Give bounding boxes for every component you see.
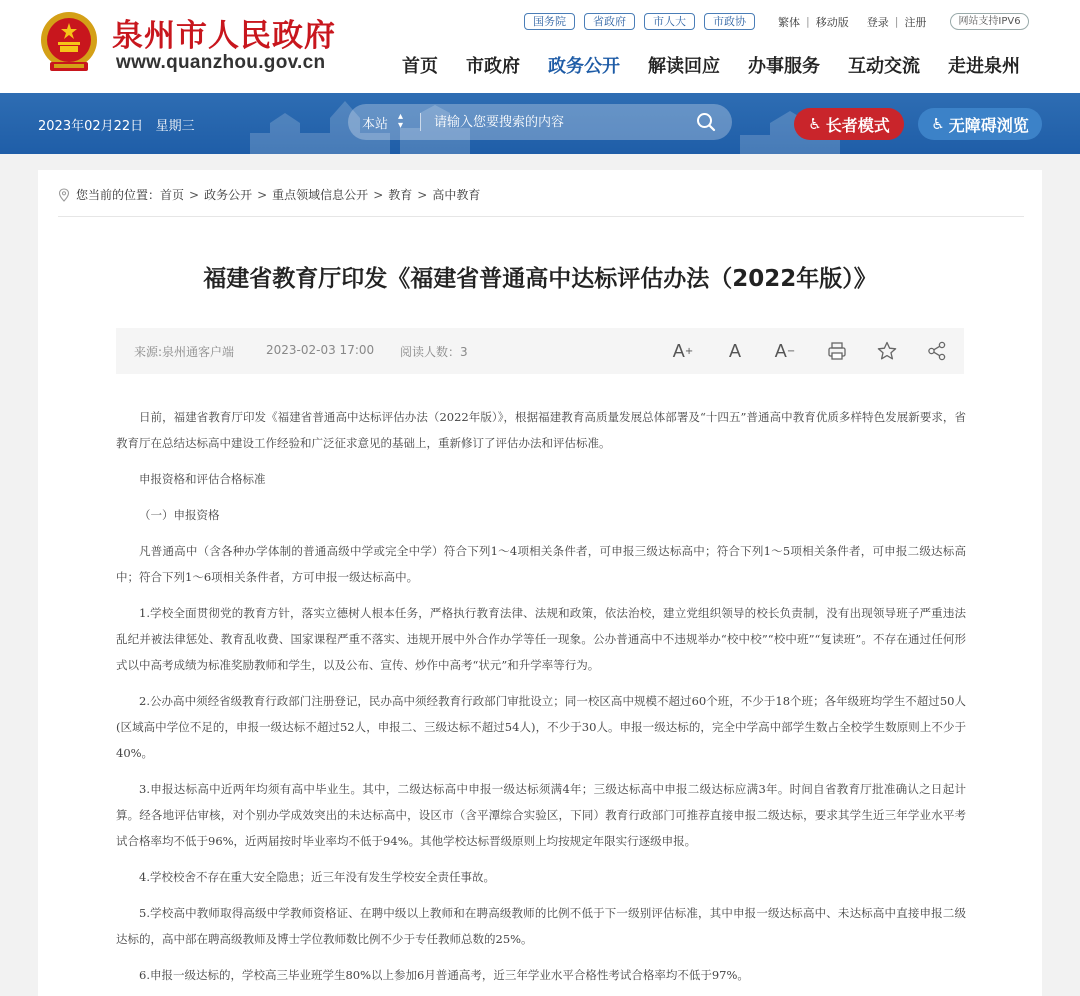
- top-link-peoples-congress[interactable]: 市人大: [644, 13, 695, 30]
- site-domain: www.quanzhou.gov.cn: [116, 52, 326, 73]
- breadcrumb-government-affairs[interactable]: 政务公开: [204, 188, 253, 202]
- font-decrease-icon: A: [774, 340, 787, 361]
- font-reset-icon: A: [728, 340, 741, 361]
- elder-mode-label: 长者模式: [825, 115, 890, 135]
- article-paragraph: 4.学校校舍不存在重大安全隐患；近三年没有发生学校安全责任事故。: [139, 870, 495, 884]
- traditional-chinese-link[interactable]: 繁体: [778, 15, 800, 29]
- top-link-provincial-gov[interactable]: 省政府: [584, 13, 635, 30]
- article-card: [38, 170, 1042, 996]
- location-pin-icon: [58, 188, 70, 202]
- breadcrumb-separator: >: [189, 187, 200, 202]
- wheelchair-icon: ♿: [931, 115, 945, 133]
- article-meta-bar: [116, 328, 964, 374]
- elder-person-icon: ♿: [808, 115, 822, 133]
- nav-interpretation[interactable]: 解读回应: [648, 56, 720, 77]
- divider: [58, 216, 1024, 217]
- ipv6-badge: 网站支持IPV6: [950, 13, 1028, 30]
- breadcrumb-high-school[interactable]: 高中教育: [432, 188, 481, 202]
- nav-services[interactable]: 办事服务: [748, 56, 820, 77]
- font-reset-button[interactable]: [724, 340, 746, 362]
- nav-about-quanzhou[interactable]: 走进泉州: [948, 56, 1020, 77]
- article-paragraph: 5.学校高中教师取得高级中学教师资格证、在聘中级以上教师和在聘高级教师的比例不低于下一级别评估标准，其中申报一级达标高中、未达标高中直接申报二级达标的，高中部在聘高级教师及博士学位教师数比例不少于专任教师总数的25%。: [116, 906, 966, 946]
- site-title[interactable]: 泉州市人民政府: [112, 18, 336, 54]
- search-scope-select[interactable]: 本站: [362, 117, 389, 132]
- article-read-count: 阅读人数：3: [400, 345, 468, 359]
- font-increase-icon: A: [672, 340, 685, 361]
- updown-caret-icon[interactable]: ▴ ▾: [398, 111, 404, 131]
- national-emblem-icon[interactable]: [38, 10, 100, 74]
- search-box: [348, 104, 732, 140]
- top-link-state-council[interactable]: 国务院: [524, 13, 575, 30]
- search-band: [0, 93, 1080, 154]
- breadcrumb-separator: >: [373, 187, 384, 202]
- article-title: 福建省教育厅印发《福建省普通高中达标评估办法（2022年版）》: [203, 266, 877, 292]
- article-paragraph: 3.申报达标高中近两年均须有高中毕业生。其中，二级达标高中申报一级达标须满4年；三级达标高中申报二级达标应满3年。时间自省教育厅批准确认之日起计算。经各地评估审核，对个别办学成效突出的未达标高中，设区市（含平潭综合实验区，下同）教育行政部门可推荐直接申报二级达标，要求其学生近三年学业水平考试合格率均不低于96%，近两届按时毕业率均不低于94%。其他学校达标晋级原则上均按规定年限实行逐级申报。: [116, 782, 966, 848]
- article-body: [116, 404, 966, 996]
- article-paragraph: 凡普通高中（含各种办学体制的普通高级中学或完全中学）符合下列1～4项相关条件者，可申报三级达标高中；符合下列1～5项相关条件者，可申报二级达标高中；符合下列1～6项相关条件者，方可申报一级达标高中。: [116, 544, 966, 584]
- divider: [420, 113, 421, 131]
- article-paragraph: 日前，福建省教育厅印发《福建省普通高中达标评估办法（2022年版）》，根据福建教育高质量发展总体部署及“十四五”普通高中教育优质多样特色发展新要求，省教育厅在总结达标高中建设工作经验和广泛征求意见的基础上，重新修订了评估办法和评估标准。: [116, 410, 966, 450]
- separator: |: [894, 15, 899, 28]
- article-paragraph: 6.申报一级达标的，学校高三毕业班学生80%以上参加6月普通高考，近三年学业水平合格性考试合格率均不低于97%。: [139, 968, 749, 982]
- article-paragraph: 2.公办高中须经省级教育行政部门注册登记，民办高中须经教育行政部门审批设立；同一校区高中规模不超过60个班，不少于18个班；各年级班均学生不超过50人(区域高中学位不足的，申报一级达标不超过52人，申报二、三级达标不超过54人)，不少于30人。申报一级达标的，完全中学高中部学生数占全校学生数原则上不少于40%。: [116, 694, 966, 760]
- top-links: [524, 12, 1029, 31]
- elder-mode-button[interactable]: [794, 108, 904, 140]
- search-icon[interactable]: [696, 112, 716, 132]
- register-link[interactable]: 注册: [904, 15, 927, 29]
- login-link[interactable]: 登录: [866, 15, 889, 29]
- date-value: 2023年02月22日: [38, 119, 144, 134]
- nav-interaction[interactable]: 互动交流: [848, 56, 920, 77]
- font-decrease-button[interactable]: A −: [774, 340, 796, 361]
- site-header: [0, 0, 1080, 93]
- breadcrumb-separator: >: [257, 187, 268, 202]
- article-paragraph: 1.学校全面贯彻党的教育方针，落实立德树人根本任务，严格执行教育法律、法规和政策，依法治校，建立党组织领导的校长负责制，没有出现领导班子严重违法乱纪并被法律惩处、教育乱收费、国家课程严重不落实、违规开展中外合作办学等任一现象。公办普通高中不违规举办“校中校”“校中班”“复读班”。不存在通过任何形式以中高考成绩为标准奖励教师和学生，以及公布、宣传、炒作中高考“状元”和升学率等行为。: [116, 606, 966, 672]
- breadcrumb-home[interactable]: 首页: [160, 188, 185, 202]
- article-datetime: 2023-02-03 17:00: [266, 343, 375, 357]
- accessible-browse-label: 无障碍浏览: [948, 115, 1029, 135]
- print-icon[interactable]: [826, 340, 848, 362]
- mobile-version-link[interactable]: 移动版: [815, 15, 849, 29]
- weekday-value: 星期三: [155, 119, 195, 134]
- breadcrumb-prefix: 您当前的位置：: [76, 188, 161, 202]
- nav-city-government[interactable]: 市政府: [466, 56, 520, 77]
- top-link-cppcc[interactable]: 市政协: [704, 13, 755, 30]
- article-source: 来源:泉州通客户端: [134, 345, 235, 359]
- favorite-star-icon[interactable]: [876, 340, 898, 362]
- breadcrumb-separator: >: [417, 187, 428, 202]
- nav-government-affairs[interactable]: 政务公开: [548, 56, 620, 77]
- article-paragraph: 申报资格和评估合格标准: [139, 472, 266, 486]
- main-nav: [402, 52, 1020, 78]
- breadcrumb-education[interactable]: 教育: [388, 188, 413, 202]
- current-date: [38, 115, 195, 134]
- nav-home[interactable]: 首页: [402, 56, 438, 77]
- accessible-browse-button[interactable]: [918, 108, 1042, 140]
- breadcrumb: [58, 186, 480, 203]
- breadcrumb-key-areas[interactable]: 重点领域信息公开: [272, 188, 369, 202]
- share-icon[interactable]: [926, 340, 948, 362]
- font-increase-button[interactable]: A +: [672, 340, 694, 361]
- article-paragraph: （一）申报资格: [139, 508, 220, 522]
- separator: |: [806, 15, 810, 28]
- search-input[interactable]: [434, 112, 684, 132]
